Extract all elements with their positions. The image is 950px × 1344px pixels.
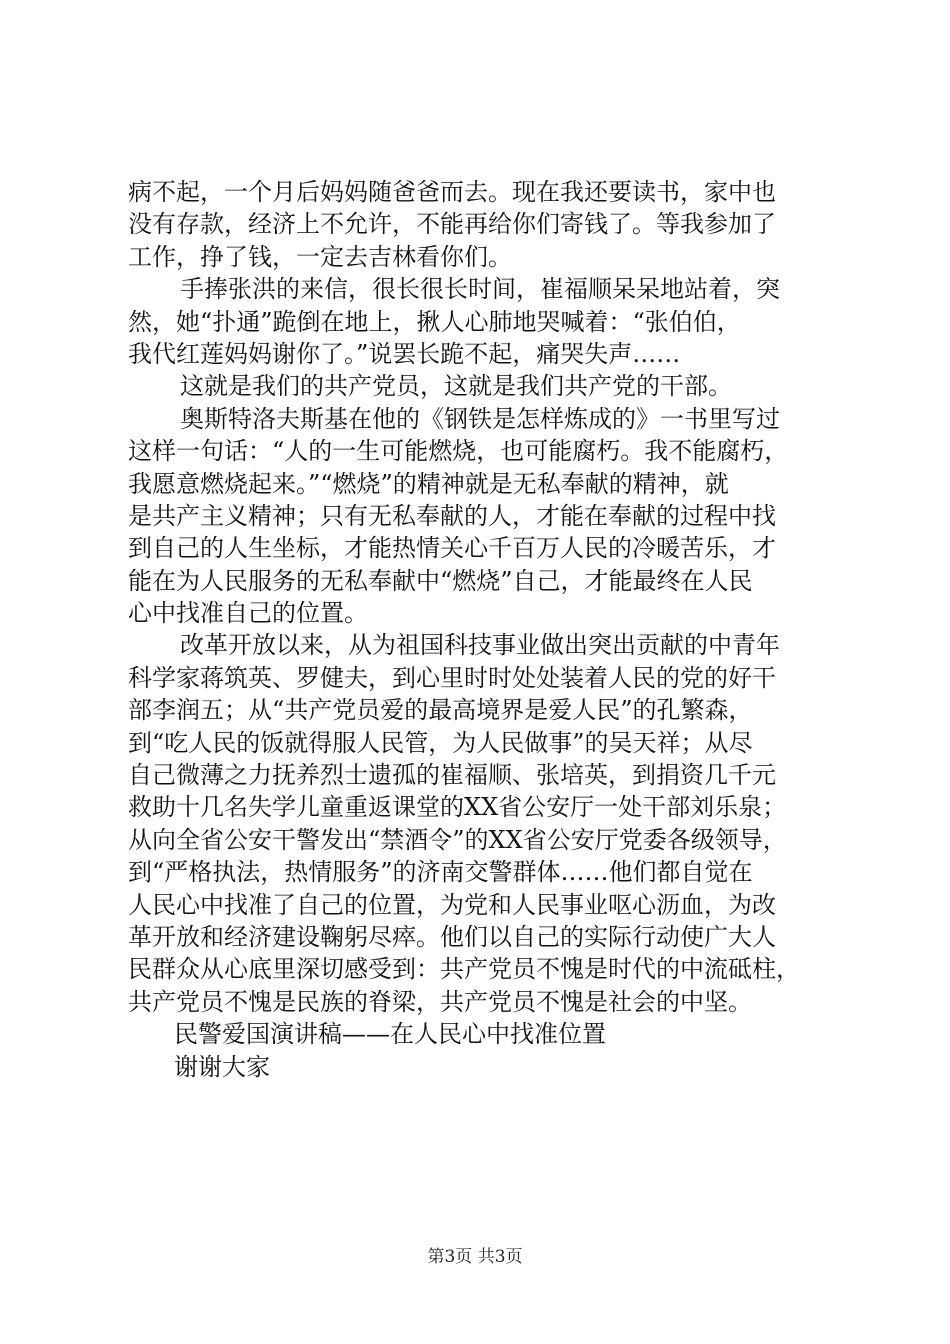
- text-line: 我代红莲妈妈谢你了。”说罢长跪不起，痛哭失声……: [128, 339, 681, 368]
- text-line: 我愿意燃烧起来。”“燃烧”的精神就是无私奉献的精神，就: [128, 469, 729, 498]
- text-line: 救助十几名失学儿童重返课堂的XX省公安厅一处干部刘乐泉；: [128, 793, 787, 822]
- text-line: 到“严格执法，热情服务”的济南交警群体……他们都自觉在: [128, 858, 753, 887]
- paragraph-first-line: 这就是我们的共产党员，这就是我们共产党的干部。: [180, 372, 732, 401]
- text-line: 没有存款，经济上不允许，不能再给你们寄钱了。等我参加了: [128, 210, 776, 239]
- text-line: 然，她“扑通”跪倒在地上，揪人心肺地哭喊着：“张伯伯，: [128, 307, 741, 336]
- text-line: 是共产主义精神；只有无私奉献的人，才能在奉献的过程中找: [128, 501, 776, 530]
- speech-title-line: 民警爱国演讲稿——在人民心中找准位置: [174, 1020, 606, 1049]
- text-line: 共产党员不愧是民族的脊梁，共产党员不愧是社会的中坚。: [128, 987, 752, 1016]
- text-line: 病不起，一个月后妈妈随爸爸而去。现在我还要读书，家中也: [128, 178, 776, 206]
- text-line: 从向全省公安干警发出“禁酒令”的XX省公安厅党委各级领导，: [128, 825, 787, 854]
- text-line: 科学家蒋筑英、罗健夫，到心里时时处处装着人民的党的好干: [128, 663, 776, 692]
- text-line: 这样一句话：“人的一生可能燃烧，也可能腐朽。我不能腐朽，: [128, 437, 789, 466]
- text-line: 人民心中找准了自己的位置，为党和人民事业呕心沥血，为改: [128, 890, 776, 919]
- text-line: 到“吃人民的饭就得服人民管，为人民做事”的吴天祥；从尽: [128, 728, 753, 757]
- text-line: 部李润五；从“共产党员爱的最高境界是爱人民”的孔繁森，: [128, 696, 753, 725]
- document-body: [128, 176, 828, 1083]
- text-line: 工作，挣了钱，一定去吉林看你们。: [128, 242, 512, 271]
- text-line: 自己微薄之力抚养烈士遗孤的崔福顺、张培英，到捐资几千元: [128, 761, 776, 790]
- paragraph-first-line: 奥斯特洛夫斯基在他的《钢铁是怎样炼成的》一书里写过: [180, 404, 780, 433]
- closing-line: 谢谢大家: [174, 1052, 270, 1081]
- text-line: 能在为人民服务的无私奉献中“燃烧”自己，才能最终在人民: [128, 566, 753, 595]
- paragraph-first-line: 手捧张洪的来信，很长很长时间，崔福顺呆呆地站着，突: [180, 275, 780, 304]
- paragraph-first-line: 改革开放以来，从为祖国科技事业做出突出贡献的中青年: [180, 631, 780, 660]
- text-line: 革开放和经济建设鞠躬尽瘁。他们以自己的实际行动使广大人: [128, 922, 776, 951]
- page-footer: 第3页 共3页: [427, 1247, 523, 1267]
- text-line: 到自己的人生坐标，才能热情关心千百万人民的冷暖苦乐，才: [128, 534, 776, 563]
- text-line: 民群众从心底里深切感受到：共产党员不愧是时代的中流砥柱，: [128, 955, 800, 984]
- text-line: 心中找准自己的位置。: [128, 599, 368, 628]
